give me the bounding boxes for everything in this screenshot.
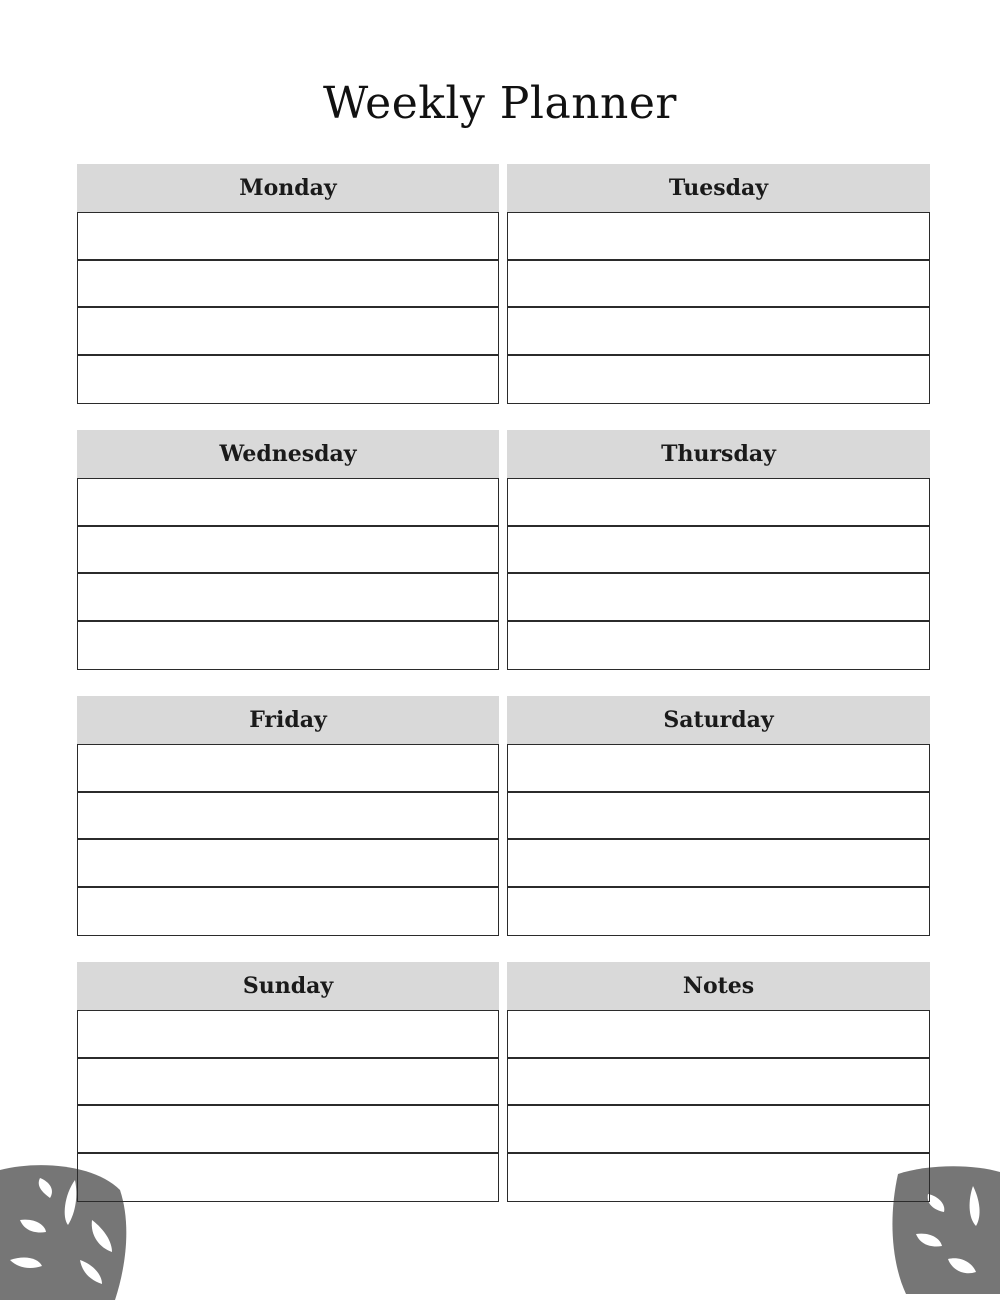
writing-lines	[507, 744, 930, 936]
section-header-friday: Friday	[77, 696, 499, 744]
writing-line[interactable]	[508, 1106, 929, 1154]
section-header-wednesday: Wednesday	[77, 430, 499, 478]
writing-line[interactable]	[508, 1059, 929, 1107]
writing-lines	[507, 478, 930, 670]
writing-line[interactable]	[508, 888, 929, 936]
writing-line[interactable]	[78, 1154, 498, 1202]
writing-lines	[77, 212, 499, 404]
writing-lines	[507, 212, 930, 404]
notes-section	[507, 962, 930, 1208]
writing-line[interactable]	[508, 356, 929, 404]
writing-line[interactable]	[508, 308, 929, 356]
writing-line[interactable]	[78, 356, 498, 404]
writing-line[interactable]	[508, 479, 929, 527]
writing-line[interactable]	[78, 308, 498, 356]
writing-line[interactable]	[78, 840, 498, 888]
writing-line[interactable]	[78, 213, 498, 261]
writing-line[interactable]	[508, 1011, 929, 1059]
planner-grid	[77, 164, 930, 1208]
writing-lines	[77, 1010, 499, 1202]
page-title: Weekly Planner	[323, 78, 677, 129]
writing-line[interactable]	[508, 1154, 929, 1202]
writing-line[interactable]	[508, 261, 929, 309]
writing-line[interactable]	[78, 793, 498, 841]
day-section-sunday	[77, 962, 499, 1208]
day-section-wednesday	[77, 430, 499, 676]
section-header-saturday: Saturday	[507, 696, 930, 744]
writing-line[interactable]	[78, 745, 498, 793]
writing-lines	[507, 1010, 930, 1202]
writing-line[interactable]	[78, 622, 498, 670]
writing-line[interactable]	[508, 527, 929, 575]
writing-line[interactable]	[78, 479, 498, 527]
writing-lines	[77, 478, 499, 670]
section-header-sunday: Sunday	[77, 962, 499, 1010]
section-header-tuesday: Tuesday	[507, 164, 930, 212]
writing-line[interactable]	[78, 261, 498, 309]
writing-lines	[77, 744, 499, 936]
writing-line[interactable]	[78, 1106, 498, 1154]
section-header-thursday: Thursday	[507, 430, 930, 478]
writing-line[interactable]	[78, 1011, 498, 1059]
writing-line[interactable]	[508, 793, 929, 841]
writing-line[interactable]	[78, 1059, 498, 1107]
day-section-saturday	[507, 696, 930, 942]
day-section-friday	[77, 696, 499, 942]
writing-line[interactable]	[508, 840, 929, 888]
day-section-tuesday	[507, 164, 930, 410]
writing-line[interactable]	[78, 527, 498, 575]
writing-line[interactable]	[78, 888, 498, 936]
writing-line[interactable]	[508, 622, 929, 670]
section-header-monday: Monday	[77, 164, 499, 212]
writing-line[interactable]	[508, 745, 929, 793]
writing-line[interactable]	[508, 574, 929, 622]
day-section-thursday	[507, 430, 930, 676]
writing-line[interactable]	[78, 574, 498, 622]
day-section-monday	[77, 164, 499, 410]
section-header-notes: Notes	[507, 962, 930, 1010]
writing-line[interactable]	[508, 213, 929, 261]
